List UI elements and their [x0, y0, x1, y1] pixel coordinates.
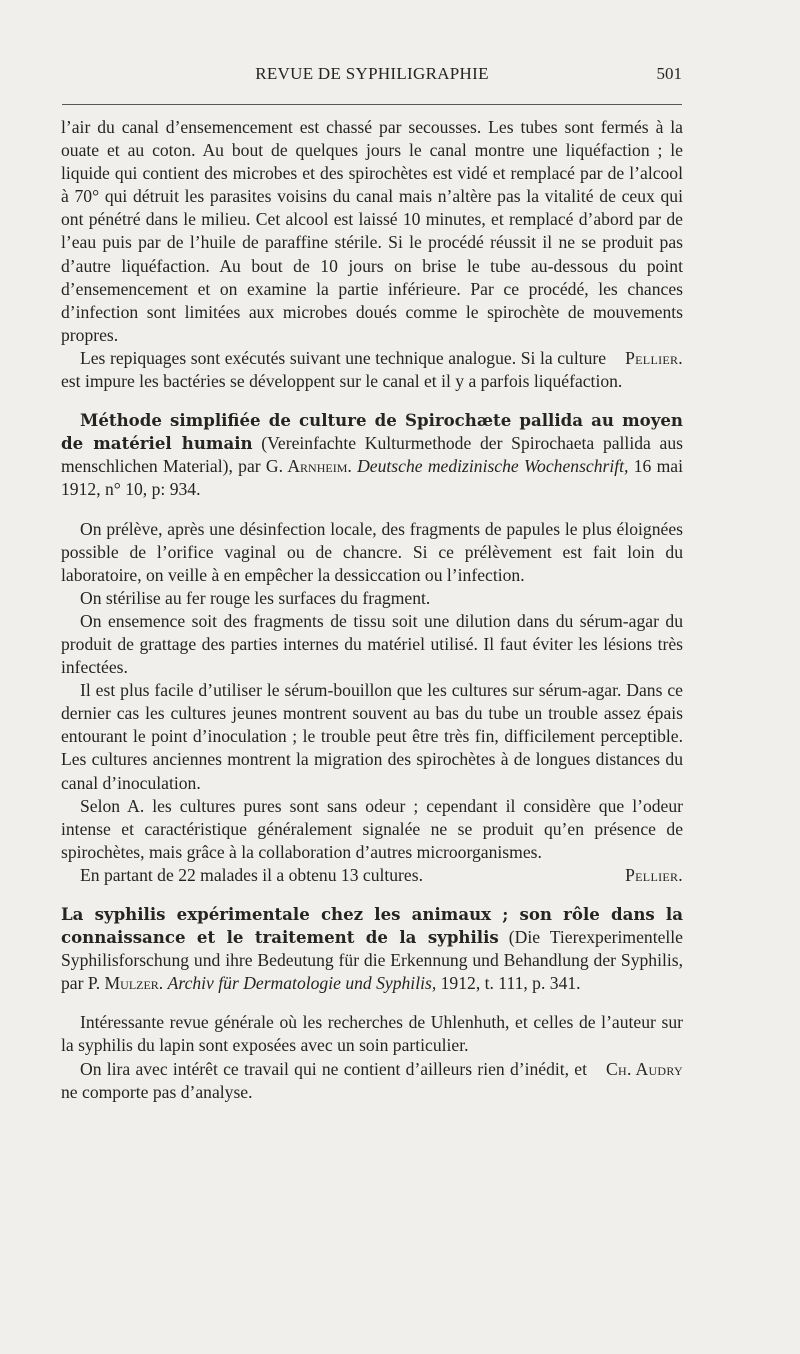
abstract-title: Méthode simplifiée de culture de Spirochæte pallida au moyen de matériel humain [61, 410, 683, 454]
signature: Ch. Audry [606, 1058, 683, 1079]
paragraph: Selon A. les cultures pures sont sans odeur ; cependant il considère que l’odeur intense et caractéristique généralement signalée ne se produit qu’en présence de spirochètes, mais grâce à la collaboration d’autres microorganismes. [61, 795, 683, 862]
paragraph-text: En partant de 22 malades il a obtenu 13 cultures. [80, 864, 423, 885]
section-gap [61, 502, 683, 518]
abstract-journal: Deutsche medizinische Wochenschrift, [357, 456, 629, 477]
abstract-title-translation: (Die Tierexperimentelle Syphilisforschung und ihre Bedeutung für die Erkennung und Behandlung der Syphilis, par [61, 927, 683, 994]
page-body [61, 116, 683, 1104]
paragraph: On ensemence soit des fragments de tissu soit une dilution dans du sérum-agar du produit de grattage des parties internes du matériel utilisé. Il faut éviter les lésions très infectées. [61, 610, 683, 678]
section-gap [61, 393, 683, 409]
abstract-heading [61, 409, 683, 501]
abstract-citation: 1912, t. 111, p. 341. [436, 973, 581, 994]
paragraph-text: Les repiquages sont exécutés suivant une technique analogue. Si la culture est impure les bactéries se développent sur le canal et il y a parfois liquéfaction. [61, 347, 623, 392]
abstract-title-translation: (Vereinfachte Kulturmethode der Spirochaeta pallida aus menschlichen Material), par [61, 433, 683, 477]
paragraph: On stérilise au fer rouge les surfaces du fragment. [80, 587, 431, 608]
paragraph: On prélève, après une désinfection locale, des fragments de papules le plus éloignées possible de l’orifice vaginal ou de chancre. Si ce prélèvement est fait loin du laboratoire, on veille à en empêcher la dessiccation ou l’infection. [61, 518, 683, 585]
signature: Pellier. [625, 864, 683, 885]
abstract-title: La syphilis expérimentale chez les animaux ; son rôle dans la connaissance et le traitement de la syphilis [61, 904, 683, 948]
paragraph-text: On lira avec intérêt ce travail qui ne contient d’ailleurs rien d’inédit, et ne comporte pas d’analyse. [61, 1058, 588, 1102]
page-number: 501 [656, 64, 682, 83]
abstract-journal: Archiv für Dermatologie und Syphilis, [167, 973, 437, 994]
paragraph-with-signature [61, 347, 683, 393]
paragraph-with-signature [61, 1058, 683, 1104]
paragraph-with-signature [61, 864, 683, 887]
header-rule [62, 104, 682, 105]
abstract-heading [61, 903, 683, 995]
abstract-citation: 16 mai 1912, n° 10, p: 934. [61, 456, 683, 500]
running-title: REVUE DE SYPHILIGRAPHIE [255, 64, 489, 83]
section-gap [61, 887, 683, 903]
paragraph: Intéressante revue générale où les recherches de Uhlenhuth, et celles de l’auteur sur la syphilis du lapin sont exposées avec un soin particulier. [61, 1012, 683, 1056]
paragraph: l’air du canal d’ensemencement est chassé par secousses. Les tubes sont fermés à la ouate et au coton. Au bout de quelques jours le canal montre une liquéfaction ; le liquide qui contient des microbes et des spirochètes est vidé et remplacé par de l’alcool à 70° qui détruit les parasites voisins du canal mais n’altère pas la vitalité de ceux qui ont pénétré dans le milieu. Cet alcool est laissé 10 minutes, et remplacé d’abord par de l’eau puis par de l’huile de paraffine stérile. Si le procédé réussit il ne se produit pas d’autre liquéfaction. Au bout de 10 jours on brise le tube au-dessous du point d’ensemencement et on examine la partie inférieure. Par ce procédé, les chances d’infection sont limitées aux microbes doués comme le spirochète de mouvements propres. [61, 117, 683, 345]
abstract-author: P. Mulzer. [87, 973, 164, 994]
paragraph: Il est plus facile d’utiliser le sérum-bouillon que les cultures sur sérum-agar. Dans ce dernier cas les cultures jeunes montrent souvent au bas du tube un trouble assez épais entourant le point d’inoculation ; le trouble peut être très fin, difficilement perceptible. Les cultures anciennes montrent la migration des spirochètes à de longues distances du canal d’inoculation. [61, 680, 683, 793]
abstract-author: G. Arnheim. [265, 456, 352, 477]
page-header [62, 64, 682, 88]
signature: Pellier. [625, 347, 683, 368]
section-gap [61, 995, 683, 1011]
